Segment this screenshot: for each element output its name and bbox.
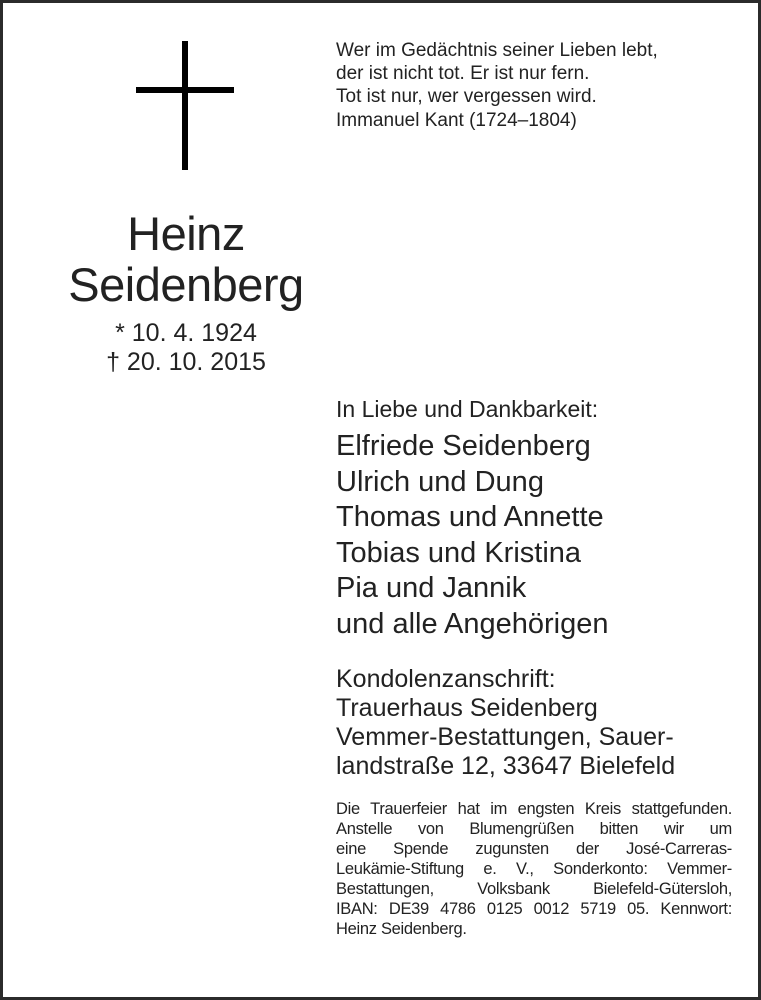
- mourner-name: Elfriede Seidenberg: [336, 430, 591, 462]
- address-line: landstraße 12, 33647 Bielefeld: [336, 752, 676, 780]
- quote-line: der ist nicht tot. Er ist nur fern.: [336, 63, 590, 84]
- note-line: Anstelle von Blumengrüßen bitten wir um: [336, 820, 732, 838]
- note-line: Heinz Seidenberg.: [336, 920, 467, 938]
- note-line: IBAN: DE39 4786 0125 0012 5719 05. Kennwort:: [336, 900, 732, 918]
- mourner-name: und alle Angehörigen: [336, 607, 609, 640]
- address-line: Trauerhaus Seidenberg: [336, 694, 598, 722]
- mourners-list: [336, 429, 609, 642]
- birth-date: * 10. 4. 1924: [115, 319, 257, 347]
- address-line: Vemmer-Bestattungen, Sauer-: [336, 723, 674, 751]
- funeral-note: [336, 799, 732, 939]
- address-label: Kondolenzanschrift:: [336, 665, 556, 693]
- mourner-name: Thomas und Annette: [336, 501, 604, 533]
- quote-line: Tot ist nur, wer vergessen wird.: [336, 86, 597, 107]
- deceased-first-name: Heinz: [127, 207, 245, 260]
- death-date: † 20. 10. 2015: [106, 348, 266, 376]
- deceased-last-name: Seidenberg: [68, 258, 304, 311]
- mourner-name: Tobias und Kristina: [336, 536, 582, 569]
- quote-line: Wer im Gedächtnis seiner Lieben lebt,: [336, 40, 658, 61]
- quote-author: Immanuel Kant (1724–1804): [336, 110, 577, 131]
- cross-vertical-bar: [182, 41, 188, 170]
- mourners-intro: In Liebe und Dankbarkeit:: [336, 396, 599, 422]
- note-line: Bestattungen, Volksbank Bielefeld-Gütersloh,: [336, 880, 732, 898]
- note-line: Die Trauerfeier hat im engsten Kreis stattgefunden.: [336, 800, 732, 818]
- mourner-name: Ulrich und Dung: [336, 465, 544, 498]
- note-line: eine Spende zugunsten der José-Carreras-: [336, 840, 732, 858]
- condolence-address: [336, 665, 675, 781]
- cross-horizontal-bar: [136, 87, 234, 93]
- mourner-name: Pia und Jannik: [336, 572, 527, 604]
- note-line: Leukämie-Stiftung e. V., Sonderkonto: Vemmer-: [336, 860, 732, 878]
